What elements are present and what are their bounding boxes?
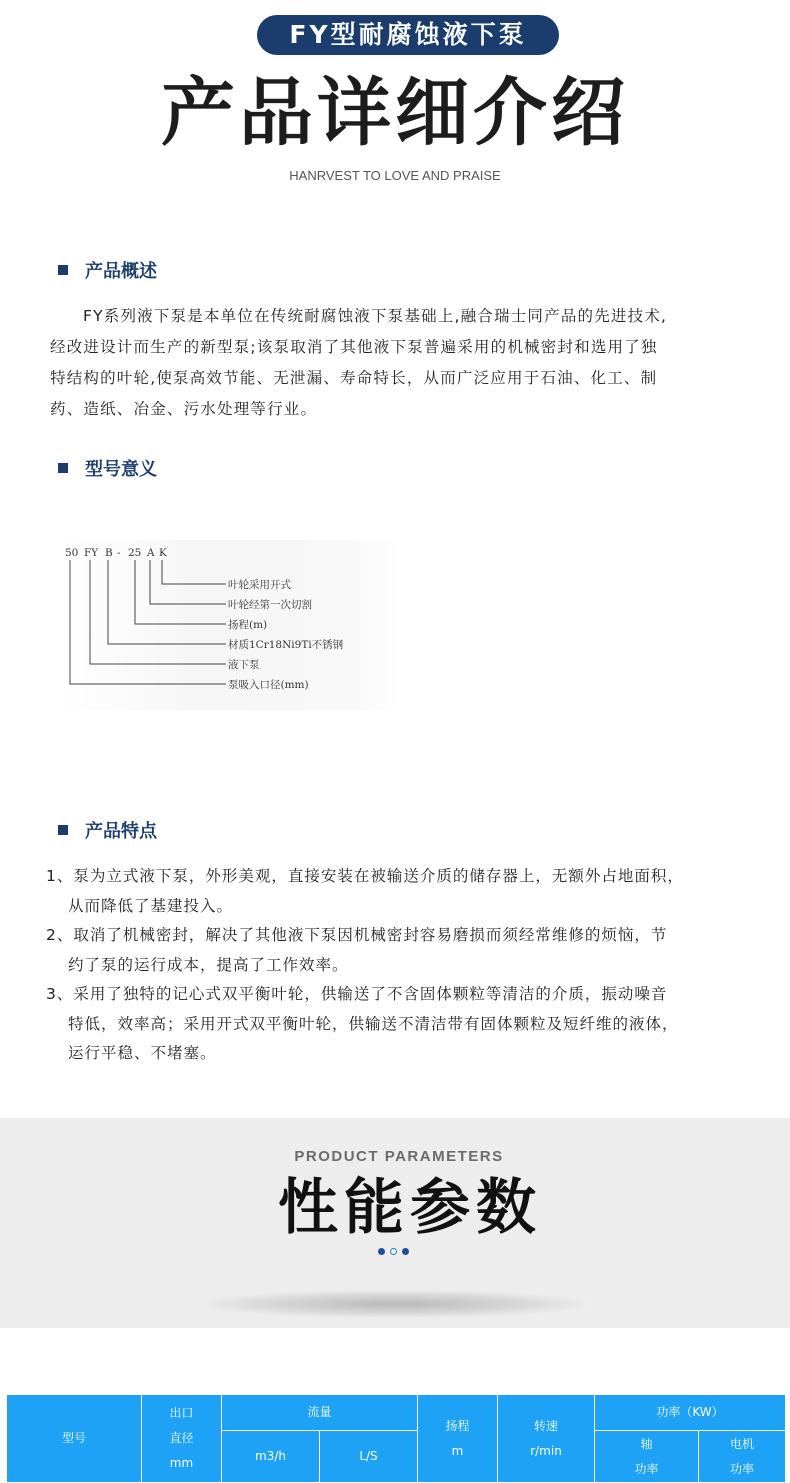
cell-text: mm — [169, 1456, 194, 1470]
leader-line — [90, 560, 226, 664]
leader-line — [150, 560, 226, 604]
cell-text: 转速 — [534, 1418, 559, 1433]
square-bullet-icon — [58, 265, 68, 275]
header-cell-model: 型号 — [7, 1395, 142, 1483]
dot-icon — [390, 1248, 397, 1255]
feature-line: 运行平稳、不堵塞。 — [68, 1044, 217, 1062]
leader-line — [162, 560, 226, 584]
code-label: 液下泵 — [228, 659, 260, 671]
dot-icon — [402, 1248, 409, 1255]
code-part: K — [159, 547, 167, 559]
cell-text: 直径 — [169, 1431, 194, 1445]
section-title: 产品特点 — [85, 821, 157, 842]
decorative-dots — [378, 1248, 409, 1255]
code-label: 泵吸入口径(mm) — [228, 679, 309, 691]
feature-item — [46, 862, 776, 921]
page-subtitle: HANRVEST TO LOVE AND PRAISE — [289, 168, 501, 183]
product-name-pill: FY型耐腐蚀液下泵 — [257, 15, 559, 55]
cell-text: 出口 — [169, 1406, 194, 1420]
code-label: 叶轮经第一次切割 — [228, 599, 312, 611]
feature-line: 从而降低了基建投入。 — [68, 896, 234, 915]
header-cell-speed — [498, 1395, 595, 1483]
code-label: 材质1Cr18Ni9Ti不锈钢 — [228, 639, 344, 651]
code-part: A — [147, 547, 155, 559]
cell-text: 电机 — [730, 1436, 755, 1451]
page-title: 产品详细介绍 — [161, 70, 629, 156]
code-part: - — [117, 547, 121, 559]
code-part: B — [105, 547, 113, 559]
feature-line: 特低，效率高；采用开式双平衡叶轮，供输送不清洁带有固体颗粒及短纤维的液体， — [68, 1014, 679, 1033]
code-part: 25 — [128, 547, 142, 559]
features-list — [46, 862, 776, 1069]
dot-icon — [378, 1248, 385, 1255]
code-label: 叶轮采用开式 — [228, 579, 291, 591]
cell-text: 功率 — [634, 1461, 659, 1476]
section-title: 型号意义 — [85, 459, 157, 480]
cell-text: m — [451, 1443, 464, 1458]
header-cell-flow-m3h: m3/h — [222, 1431, 320, 1483]
header-cell-power: 功率（KW） — [595, 1395, 786, 1431]
leader-line — [108, 560, 226, 644]
header-cell-flow-ls: L/S — [320, 1431, 418, 1483]
feature-line: 3、采用了独特的记心式双平衡叶轮，供输送了不含固体颗粒等清洁的介质，振动噪音 — [46, 985, 668, 1003]
square-bullet-icon — [58, 463, 68, 473]
header-cell-motor-power — [699, 1431, 786, 1483]
overview-line: 药、造纸、冶金、污水处理等行业。 — [50, 400, 318, 418]
feature-line: 1、泵为立式液下泵，外形美观，直接安装在被输送介质的储存器上，无额外占地面积， — [46, 867, 684, 885]
parameters-english-title: PRODUCT PARAMETERS — [294, 1148, 504, 1165]
overview-line: FY系列液下泵是本单位在传统耐腐蚀液下泵基础上,融合瑞士同产品的先进技术, — [83, 307, 668, 325]
cell-text: r/min — [530, 1443, 562, 1458]
cell-text: 功率 — [730, 1461, 755, 1476]
header-cell-outlet — [142, 1395, 222, 1483]
feature-item — [46, 980, 776, 1069]
code-label: 扬程(m) — [228, 619, 268, 631]
overview-paragraph — [50, 301, 750, 425]
feature-line: 2、取消了机械密封，解决了其他液下泵因机械密封容易磨损而须经常维修的烦恼，节 — [46, 926, 668, 944]
cell-text: 扬程 — [445, 1418, 470, 1433]
header-cell-head — [418, 1395, 498, 1483]
parameters-title: 性能参数 — [278, 1173, 542, 1243]
header-cell-flow: 流量 — [222, 1395, 418, 1431]
leader-line — [135, 560, 226, 624]
section-features-heading — [58, 818, 157, 842]
overview-line: 经改进设计而生产的新型泵;该泵取消了其他液下泵普遍采用的机械密封和选用了独 — [50, 338, 658, 356]
section-model-heading — [58, 456, 157, 480]
leader-line — [70, 560, 226, 684]
feature-line: 约了泵的运行成本，提高了工作效率。 — [68, 955, 349, 974]
code-part: FY — [84, 547, 99, 559]
parameters-table — [6, 1394, 786, 1483]
code-part: 50 — [65, 547, 79, 559]
overview-line: 特结构的叶轮,使泵高效节能、无泄漏、寿命特长，从而广泛应用于石油、化工、制 — [50, 369, 658, 387]
feature-item — [46, 921, 776, 980]
section-title: 产品概述 — [85, 261, 157, 282]
section-overview-heading — [58, 258, 157, 282]
model-code-diagram — [60, 540, 400, 710]
square-bullet-icon — [58, 825, 68, 835]
cell-text: 轴 — [640, 1436, 653, 1451]
banner-shadow — [200, 1290, 590, 1318]
header-cell-shaft-power — [595, 1431, 699, 1483]
